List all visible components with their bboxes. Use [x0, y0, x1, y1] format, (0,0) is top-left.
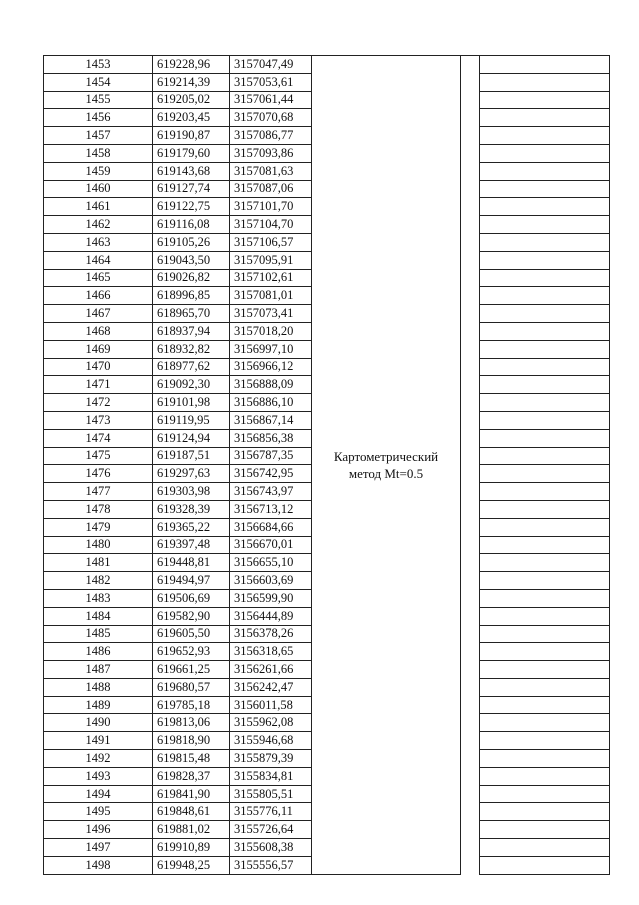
empty-cell	[480, 589, 610, 607]
x-coordinate-cell: 619297,63	[153, 465, 230, 483]
empty-cell	[480, 340, 610, 358]
empty-cell	[480, 856, 610, 874]
empty-cell	[480, 625, 610, 643]
point-number-cell: 1497	[44, 839, 153, 857]
y-coordinate-cell: 3157073,41	[230, 305, 312, 323]
empty-cell	[480, 732, 610, 750]
empty-cell	[480, 162, 610, 180]
y-coordinate-cell: 3157095,91	[230, 251, 312, 269]
x-coordinate-cell: 619228,96	[153, 56, 230, 74]
y-coordinate-cell: 3157053,61	[230, 73, 312, 91]
y-coordinate-cell: 3156444,89	[230, 607, 312, 625]
point-number-cell: 1494	[44, 785, 153, 803]
x-coordinate-cell: 619828,37	[153, 767, 230, 785]
point-number-cell: 1484	[44, 607, 153, 625]
empty-cell	[480, 696, 610, 714]
empty-cell	[480, 305, 610, 323]
empty-cell	[480, 572, 610, 590]
x-coordinate-cell: 619910,89	[153, 839, 230, 857]
x-coordinate-cell: 619101,98	[153, 394, 230, 412]
point-number-cell: 1470	[44, 358, 153, 376]
empty-cell	[480, 607, 610, 625]
point-number-cell: 1461	[44, 198, 153, 216]
y-coordinate-cell: 3156684,66	[230, 518, 312, 536]
empty-cell	[480, 287, 610, 305]
point-number-cell: 1478	[44, 500, 153, 518]
y-coordinate-cell: 3157061,44	[230, 91, 312, 109]
x-coordinate-cell: 619397,48	[153, 536, 230, 554]
empty-cell	[480, 376, 610, 394]
y-coordinate-cell: 3157070,68	[230, 109, 312, 127]
table-row	[44, 56, 610, 74]
x-coordinate-cell: 619818,90	[153, 732, 230, 750]
point-number-cell: 1498	[44, 856, 153, 874]
x-coordinate-cell: 619785,18	[153, 696, 230, 714]
point-number-cell: 1482	[44, 572, 153, 590]
point-number-cell: 1459	[44, 162, 153, 180]
y-coordinate-cell: 3156867,14	[230, 411, 312, 429]
x-coordinate-cell: 619092,30	[153, 376, 230, 394]
x-coordinate-cell: 619328,39	[153, 500, 230, 518]
empty-cell	[480, 109, 610, 127]
x-coordinate-cell: 619179,60	[153, 144, 230, 162]
y-coordinate-cell: 3155946,68	[230, 732, 312, 750]
x-coordinate-cell: 619815,48	[153, 750, 230, 768]
y-coordinate-cell: 3157102,61	[230, 269, 312, 287]
x-coordinate-cell: 619214,39	[153, 73, 230, 91]
point-number-cell: 1487	[44, 661, 153, 679]
y-coordinate-cell: 3156742,95	[230, 465, 312, 483]
spacer-column	[461, 56, 480, 875]
empty-cell	[480, 643, 610, 661]
x-coordinate-cell: 619143,68	[153, 162, 230, 180]
x-coordinate-cell: 619205,02	[153, 91, 230, 109]
y-coordinate-cell: 3157086,77	[230, 127, 312, 145]
point-number-cell: 1485	[44, 625, 153, 643]
point-number-cell: 1496	[44, 821, 153, 839]
y-coordinate-cell: 3156242,47	[230, 678, 312, 696]
x-coordinate-cell: 619124,94	[153, 429, 230, 447]
empty-cell	[480, 91, 610, 109]
y-coordinate-cell: 3155962,08	[230, 714, 312, 732]
point-number-cell: 1486	[44, 643, 153, 661]
point-number-cell: 1481	[44, 554, 153, 572]
y-coordinate-cell: 3156011,58	[230, 696, 312, 714]
x-coordinate-cell: 619848,61	[153, 803, 230, 821]
empty-cell	[480, 233, 610, 251]
point-number-cell: 1463	[44, 233, 153, 251]
y-coordinate-cell: 3157081,01	[230, 287, 312, 305]
empty-cell	[480, 429, 610, 447]
y-coordinate-cell: 3157101,70	[230, 198, 312, 216]
empty-cell	[480, 518, 610, 536]
y-coordinate-cell: 3156599,90	[230, 589, 312, 607]
point-number-cell: 1477	[44, 483, 153, 501]
x-coordinate-cell: 619203,45	[153, 109, 230, 127]
empty-cell	[480, 269, 610, 287]
x-coordinate-cell: 619127,74	[153, 180, 230, 198]
empty-cell	[480, 127, 610, 145]
x-coordinate-cell: 619948,25	[153, 856, 230, 874]
x-coordinate-cell: 619841,90	[153, 785, 230, 803]
point-number-cell: 1453	[44, 56, 153, 74]
y-coordinate-cell: 3155608,38	[230, 839, 312, 857]
empty-cell	[480, 821, 610, 839]
y-coordinate-cell: 3157104,70	[230, 216, 312, 234]
empty-cell	[480, 180, 610, 198]
y-coordinate-cell: 3156743,97	[230, 483, 312, 501]
empty-cell	[480, 483, 610, 501]
x-coordinate-cell: 619116,08	[153, 216, 230, 234]
x-coordinate-cell: 618977,62	[153, 358, 230, 376]
empty-cell	[480, 536, 610, 554]
point-number-cell: 1493	[44, 767, 153, 785]
x-coordinate-cell: 619043,50	[153, 251, 230, 269]
empty-cell	[480, 73, 610, 91]
point-number-cell: 1456	[44, 109, 153, 127]
point-number-cell: 1489	[44, 696, 153, 714]
point-number-cell: 1473	[44, 411, 153, 429]
y-coordinate-cell: 3156670,01	[230, 536, 312, 554]
point-number-cell: 1474	[44, 429, 153, 447]
point-number-cell: 1465	[44, 269, 153, 287]
point-number-cell: 1466	[44, 287, 153, 305]
method-line-1: Картометрический	[333, 448, 439, 464]
x-coordinate-cell: 619652,93	[153, 643, 230, 661]
point-number-cell: 1468	[44, 322, 153, 340]
point-number-cell: 1455	[44, 91, 153, 109]
y-coordinate-cell: 3155805,51	[230, 785, 312, 803]
x-coordinate-cell: 619661,25	[153, 661, 230, 679]
y-coordinate-cell: 3156888,09	[230, 376, 312, 394]
x-coordinate-cell: 619582,90	[153, 607, 230, 625]
point-number-cell: 1467	[44, 305, 153, 323]
y-coordinate-cell: 3157106,57	[230, 233, 312, 251]
point-number-cell: 1454	[44, 73, 153, 91]
y-coordinate-cell: 3156856,38	[230, 429, 312, 447]
y-coordinate-cell: 3155556,57	[230, 856, 312, 874]
point-number-cell: 1495	[44, 803, 153, 821]
y-coordinate-cell: 3156655,10	[230, 554, 312, 572]
y-coordinate-cell: 3156966,12	[230, 358, 312, 376]
x-coordinate-cell: 619813,06	[153, 714, 230, 732]
empty-cell	[480, 144, 610, 162]
point-number-cell: 1480	[44, 536, 153, 554]
coordinates-table	[43, 55, 610, 875]
point-number-cell: 1469	[44, 340, 153, 358]
y-coordinate-cell: 3156713,12	[230, 500, 312, 518]
point-number-cell: 1458	[44, 144, 153, 162]
x-coordinate-cell: 619448,81	[153, 554, 230, 572]
method-line-2: метод Mt=0.5	[348, 465, 424, 481]
empty-cell	[480, 803, 610, 821]
point-number-cell: 1462	[44, 216, 153, 234]
y-coordinate-cell: 3155726,64	[230, 821, 312, 839]
x-coordinate-cell: 619303,98	[153, 483, 230, 501]
y-coordinate-cell: 3157081,63	[230, 162, 312, 180]
empty-cell	[480, 554, 610, 572]
empty-cell	[480, 56, 610, 74]
x-coordinate-cell: 618937,94	[153, 322, 230, 340]
x-coordinate-cell: 619680,57	[153, 678, 230, 696]
x-coordinate-cell: 618932,82	[153, 340, 230, 358]
x-coordinate-cell: 619187,51	[153, 447, 230, 465]
point-number-cell: 1464	[44, 251, 153, 269]
point-number-cell: 1483	[44, 589, 153, 607]
coordinates-table-body	[44, 56, 610, 875]
x-coordinate-cell: 619122,75	[153, 198, 230, 216]
x-coordinate-cell: 619105,26	[153, 233, 230, 251]
y-coordinate-cell: 3157047,49	[230, 56, 312, 74]
empty-cell	[480, 500, 610, 518]
method-cell	[312, 56, 461, 875]
empty-cell	[480, 251, 610, 269]
y-coordinate-cell: 3156787,35	[230, 447, 312, 465]
y-coordinate-cell: 3156886,10	[230, 394, 312, 412]
point-number-cell: 1475	[44, 447, 153, 465]
y-coordinate-cell: 3157087,06	[230, 180, 312, 198]
x-coordinate-cell: 619026,82	[153, 269, 230, 287]
empty-cell	[480, 767, 610, 785]
x-coordinate-cell: 619881,02	[153, 821, 230, 839]
point-number-cell: 1460	[44, 180, 153, 198]
empty-cell	[480, 411, 610, 429]
y-coordinate-cell: 3156378,26	[230, 625, 312, 643]
empty-cell	[480, 465, 610, 483]
empty-cell	[480, 678, 610, 696]
empty-cell	[480, 785, 610, 803]
empty-cell	[480, 750, 610, 768]
y-coordinate-cell: 3156261,66	[230, 661, 312, 679]
empty-cell	[480, 394, 610, 412]
point-number-cell: 1491	[44, 732, 153, 750]
y-coordinate-cell: 3157093,86	[230, 144, 312, 162]
point-number-cell: 1479	[44, 518, 153, 536]
point-number-cell: 1488	[44, 678, 153, 696]
empty-cell	[480, 216, 610, 234]
empty-cell	[480, 839, 610, 857]
x-coordinate-cell: 619506,69	[153, 589, 230, 607]
empty-cell	[480, 661, 610, 679]
x-coordinate-cell: 619605,50	[153, 625, 230, 643]
empty-cell	[480, 198, 610, 216]
y-coordinate-cell: 3155879,39	[230, 750, 312, 768]
y-coordinate-cell: 3157018,20	[230, 322, 312, 340]
point-number-cell: 1490	[44, 714, 153, 732]
empty-cell	[480, 714, 610, 732]
point-number-cell: 1471	[44, 376, 153, 394]
x-coordinate-cell: 619365,22	[153, 518, 230, 536]
y-coordinate-cell: 3156603,69	[230, 572, 312, 590]
empty-cell	[480, 358, 610, 376]
x-coordinate-cell: 618965,70	[153, 305, 230, 323]
y-coordinate-cell: 3155834,81	[230, 767, 312, 785]
empty-cell	[480, 447, 610, 465]
empty-cell	[480, 322, 610, 340]
x-coordinate-cell: 619119,95	[153, 411, 230, 429]
x-coordinate-cell: 619190,87	[153, 127, 230, 145]
point-number-cell: 1476	[44, 465, 153, 483]
x-coordinate-cell: 618996,85	[153, 287, 230, 305]
y-coordinate-cell: 3156318,65	[230, 643, 312, 661]
x-coordinate-cell: 619494,97	[153, 572, 230, 590]
point-number-cell: 1492	[44, 750, 153, 768]
y-coordinate-cell: 3156997,10	[230, 340, 312, 358]
point-number-cell: 1457	[44, 127, 153, 145]
y-coordinate-cell: 3155776,11	[230, 803, 312, 821]
point-number-cell: 1472	[44, 394, 153, 412]
